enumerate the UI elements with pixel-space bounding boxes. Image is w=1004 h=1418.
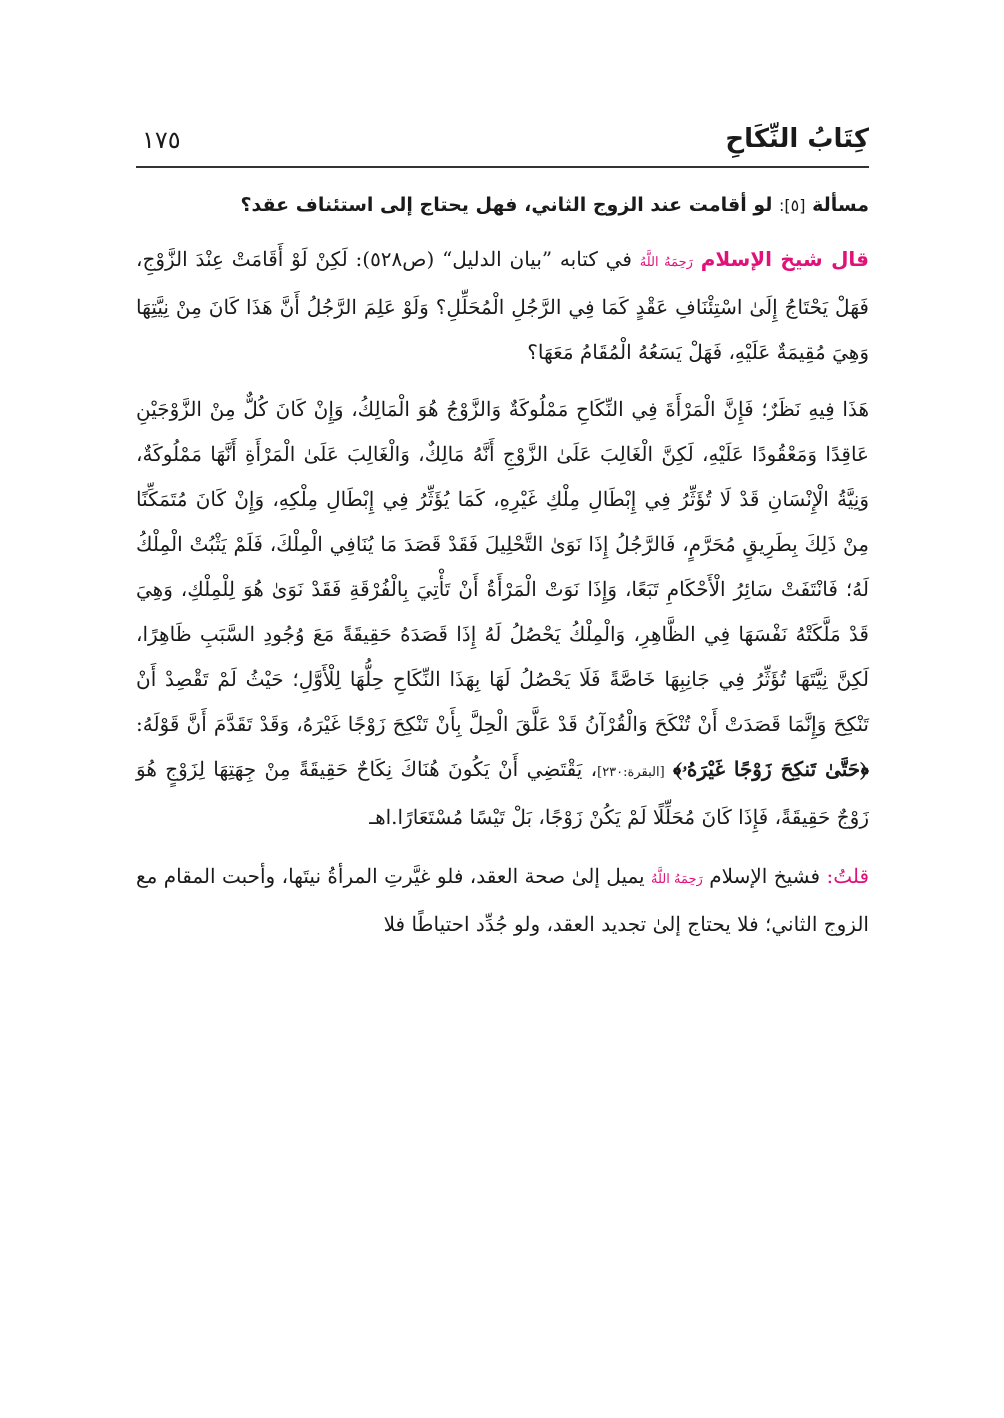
- commentary-paragraph: [136, 854, 869, 947]
- paragraph-text: هَذَا فِيهِ نَظَرٌ؛ فَإِنَّ الْمَرْأَةَ فِي النِّكَاحِ مَمْلُوكَةٌ وَالزَّوْجُ هُوَ الْمَالِكُ، وَإِنْ كَانَ كُلٌّ مِنْ الزَّوْجَيْنِ عَاقِدًا وَمَعْقُودًا عَلَيْهِ، لَكِنَّ الْغَالِبَ عَلَىٰ الزَّوْجِ أَنَّهُ مَالِكٌ، وَالْغَالِبَ عَلَىٰ الْمَرْأَةِ أَنَّهَا مَمْلُوكَةٌ، وَنِيَّةُ الْإِنْسَانِ قَدْ لَا تُؤَثِّرُ فِي إِبْطَالِ مِلْكِ غَيْرِهِ، كَمَا يُؤَثِّرُ فِي إِبْطَالِ مِلْكِهِ، وَإِنْ كَانَ مُتَمَكِّنًا مِنْ ذَلِكَ بِطَرِيقٍ مُحَرَّمٍ، فَالرَّجُلُ إِذَا نَوَىٰ التَّحْلِيلَ فَقَدْ قَصَدَ مَا يُنَافِي الْمِلْكَ، فَلَمْ يَثْبُتْ الْمِلْكُ لَهُ؛ فَانْتَفَتْ سَائِرُ الْأَحْكَامِ تَبَعًا، وَإِذَا نَوَتْ الْمَرْأَةُ أَنْ تَأْتِيَ بِالْفُرْقَةِ فَقَدْ نَوَىٰ هُوَ لِلْمِلْكِ، وَهِيَ قَدْ مَلَّكَتْهُ نَفْسَهَا فِي الظَّاهِرِ، وَالْمِلْكُ يَحْصُلُ لَهُ إِذَا قَصَدَهُ حَقِيقَةً مَعَ وُجُودِ السَّبَبِ ظَاهِرًا، لَكِنَّ نِيَّتَهَا تُؤَثِّرُ فِي جَانِبِهَا خَاصَّةً فَلَا يَحْصُلُ لَهَا بِهَذَا النِّكَاحِ حِلُّهَا لِلْأَوَّلِ؛ حَيْثُ لَمْ تَقْصِدْ أَنْ تَنْكِحَ وَإِنَّمَا قَصَدَتْ أَنْ تُنْكَحَ وَالْقُرْآنُ قَدْ عَلَّقَ الْحِلَّ بِأَنْ تَنْكِحَ زَوْجًا غَيْرَهُ، وَقَدْ تَقَدَّمَ أَنَّ قَوْلَهُ:: [136, 397, 869, 736]
- running-header: [136, 118, 869, 168]
- commentary-label: قلتُ:: [826, 864, 870, 888]
- honorific: رَحِمَهُ اللَّهُ: [639, 255, 693, 270]
- honorific: رَحِمَهُ اللَّهُ: [651, 872, 703, 887]
- quote-paragraph-2: [136, 387, 869, 840]
- commentary-text: فشيخ الإسلام: [709, 864, 821, 888]
- issue-label: مسألة: [812, 194, 869, 216]
- quran-reference: [البقرة:٢٣٠]: [597, 765, 665, 780]
- issue-heading: [136, 188, 869, 223]
- speaker-name: قال شيخ الإسلام: [700, 247, 870, 271]
- book-title: كِتَابُ النِّكَاحِ: [725, 124, 869, 154]
- issue-title: لو أقامت عند الزوج الثاني، فهل يحتاج إلى استئناف عقد؟: [240, 194, 773, 216]
- issue-number: [٥]:: [779, 196, 806, 215]
- paragraph-text-continued: ، يَقْتَضِي أَنْ يَكُونَ هُنَاكَ نِكَاحٌ حَقِيقَةً مِنْ جِهَتِهَا لِزَوْجٍ هُوَ زَوْجٌ حَقِيقَةً، فَإِذَا كَانَ مُحَلِّلًا لَمْ يَكُنْ زَوْجًا، بَلْ تَيْسًا مُسْتَعَارًا.اهـ: [136, 757, 869, 829]
- page-number: ١٧٥: [142, 126, 181, 154]
- quote-paragraph-1: [136, 237, 869, 375]
- quran-verse: ﴿حَتَّىٰ تَنكِحَ زَوْجًا غَيْرَهُۥ﴾: [673, 757, 870, 781]
- paragraph-text: في كتابه ”بيان الدليل“ (ص٥٢٨): لَكِنْ لَوْ أَقَامَتْ عِنْدَ الزَّوْجِ، فَهَلْ يَحْتَاجُ إِلَىٰ اسْتِئْنَافِ عَقْدٍ كَمَا فِي الرَّجُلِ الْمُحَلِّلِ؟ وَلَوْ عَلِمَ الرَّجُلُ أَنَّ هَذَا كَانَ مِنْ نِيَّتِهَا وَهِيَ مُقِيمَةٌ عَلَيْهِ، فَهَلْ يَسَعُهُ الْمُقَامُ مَعَهَا؟: [136, 247, 869, 364]
- commentary-text-continued: يميل إلىٰ صحة العقد، فلو غيَّرتِ المرأةُ نيتَها، وأحبت المقام مع الزوج الثاني؛ فلا يحتاج إلىٰ تجديد العقد، ولو جُدِّد احتياطًا فلا: [136, 864, 869, 936]
- page: [136, 118, 869, 1298]
